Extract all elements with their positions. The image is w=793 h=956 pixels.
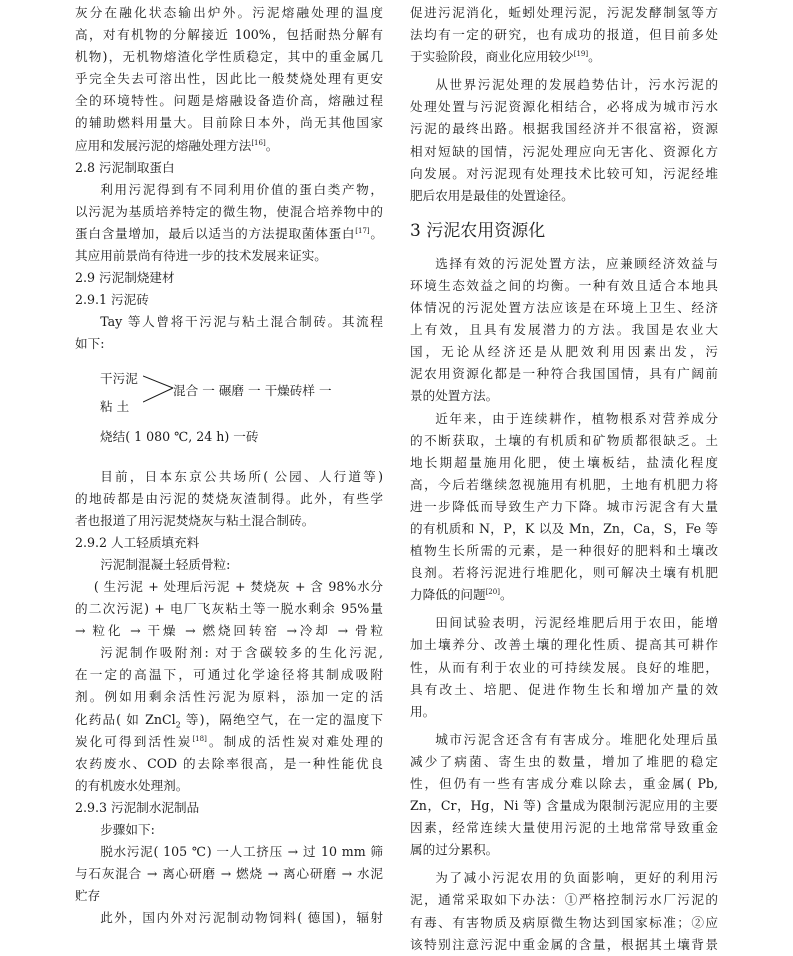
text-line: 的有机废水处理剂。 — [75, 777, 189, 793]
text-line: 用。 — [410, 703, 436, 719]
text-line: 上有效，且具有发展潜力的方法。我国是农业大 — [410, 322, 718, 338]
text-line: 相对短缺的国情，污泥处理应向无害化、资源化方 — [410, 143, 718, 159]
text-line: 体情况的污泥处置方法应该是在环境上卫生、经济 — [410, 300, 718, 316]
text-line: 的二次污泥) + 电厂飞灰粘土等一脱水剩余 95%量 — [75, 601, 383, 617]
citation: [16] — [251, 138, 266, 147]
text-line: 有毒、有害物质及病原微生物达到国家标准；②应 — [410, 914, 718, 930]
text-line: 的辅助燃料用量大。目前除日本外，尚无其他国家 — [75, 115, 383, 131]
text-line: 的不断获取，土壤的有机质和矿物质都很缺乏。土 — [410, 432, 718, 448]
text-line: 贮存 — [75, 888, 101, 904]
text-line: 其应用前景尚有待进一步的技术发展来证实。 — [75, 248, 327, 264]
text-line: 此外，国内外对污泥制动物饲料( 德国)，辐射 — [100, 910, 383, 926]
flow-main-steps: 混合 一 碾磨 一 干燥砖样 一 — [173, 382, 332, 398]
text-line: 性，但仍有一些有害成分难以除去，重金属( Pb, — [410, 776, 718, 791]
text-line: 促进污泥消化，蚯蚓处理污泥，污泥发酵制氢等方 — [410, 5, 718, 20]
text-line: 应用和发展污泥的熔融处理方法[16]。 — [75, 137, 279, 153]
section-heading-2-9-2: 2.9.2 人工轻质填充料 — [75, 534, 200, 550]
text-line: 植物生长所需的元素，是一种很好的肥料和土壤改 — [410, 543, 718, 559]
text-line: 农药废水、COD 的去除率很高，是一种性能优良 — [75, 755, 383, 771]
text-line: 为了减小污泥农用的负面影响，更好的利用污 — [435, 870, 718, 886]
text-line: 剂。例如用剩余活性污泥为原料，添加一定的活 — [75, 689, 383, 705]
text-line: 泥农用资源化都是一种符合我国国情，具有广阔前 — [410, 366, 718, 382]
section-heading-3: 3 污泥农用资源化 — [410, 220, 546, 241]
text-line: 炭化可得到活性炭[18]。制成的活性炭对难处理的 — [75, 733, 384, 749]
text-line: 目前，日本东京公共场所( 公园、人行道等) — [100, 468, 383, 484]
text-line: 脱水污泥( 105 ℃) 一人工挤压 → 过 10 mm 筛 — [100, 844, 383, 860]
citation: [17] — [355, 226, 370, 235]
text-line: 灰分在融化状态输出炉外。污泥熔融处理的温度 — [75, 5, 383, 20]
section-heading-2-8: 2.8 污泥制取蛋白 — [75, 159, 175, 175]
flow-firing-step: 烧结( 1 080 ℃, 24 h) 一砖 — [100, 428, 259, 444]
text-line: ( 生污泥 + 处理后污泥 + 焚烧灰 + 含 98%水分 — [93, 578, 383, 594]
text-line: 具有改土、培肥、促进作物生长和增加产量的效 — [410, 681, 718, 697]
left-column — [75, 0, 383, 929]
text-line: 污泥制作吸附剂: 对于含碳较多的生化污泥, — [100, 645, 383, 661]
citation: [18] — [192, 734, 207, 743]
flow-input-dry-sludge: 干污泥 — [100, 370, 138, 386]
text-line: 进一步降低而导致生产力下降。城市污泥含有大量 — [410, 498, 718, 514]
text-line: 近年来，由于连续耕作，植物根系对营养成分 — [435, 410, 718, 426]
text-line: 处理处置与污泥资源化相结合，必将成为城市污水 — [410, 99, 718, 115]
section-heading-2-9-3: 2.9.3 污泥制水泥制品 — [75, 799, 200, 815]
text-line: 选择有效的污泥处置方法，应兼顾经济效益与 — [435, 255, 718, 271]
brick-process-flowchart — [75, 356, 383, 466]
text-line: 泥，通常采取如下办法：①严格控制污水厂污泥的 — [410, 892, 718, 908]
text-line: 利用污泥得到有不同利用价值的蛋白类产物， — [100, 181, 383, 197]
citation: [19] — [573, 50, 589, 58]
text-line: 该特别注意污泥中重金属的含量，根据其土壤背景 — [410, 936, 718, 952]
text-line: 者也报道了用污泥焚烧灰与粘土混合制砖。 — [75, 512, 315, 528]
text-line: 如下: — [75, 336, 105, 352]
text-line: 步骤如下: — [100, 822, 155, 837]
text-line: 高，今后若继续忽视施用有机肥，土地有机肥力将 — [410, 476, 718, 492]
text-line: 向发展。对污泥现有处理技术比较可知，污泥经堆 — [410, 165, 718, 181]
text-line: 机物)，无机物熔渣化学性质稳定，其中的重金属几 — [75, 49, 383, 65]
text-line: 力降低的问题[20]。 — [410, 587, 513, 603]
text-line: 的地砖都是由污泥的焚烧灰渣制得。此外，有些学 — [75, 490, 383, 506]
text-line: 的有机质和 N，P，K 以及 Mn，Zn，Ca，S，Fe 等 — [410, 520, 718, 536]
text-line: 属的过分累积。 — [410, 842, 499, 858]
text-line: 化药品( 如 ZnCl$_2$ 等)，隔绝空气，在一定的温度下 — [75, 711, 383, 730]
text-line: 于实验阶段，商业化应用较少[19]。 — [410, 49, 601, 65]
right-column — [410, 0, 718, 956]
section-heading-2-9-1: 2.9.1 污泥砖 — [75, 292, 149, 308]
text-line: 与石灰混合 → 离心研磨 → 燃烧 → 离心研磨 → 水泥 — [75, 866, 383, 882]
text-line: 以污泥为基质培养特定的微生物，使混合培养物中的 — [75, 203, 383, 219]
text-line: 加土壤养分、改善土壤的理化性质、提高其可耕作 — [410, 637, 718, 653]
text-line: Zn，Cr，Hg，Ni 等) 含量成为限制污泥应用的主要 — [410, 798, 718, 814]
text-line: 地长期超量施用化肥，使土壤板结，盐渍化程度 — [410, 454, 718, 470]
text-line: 田间试验表明，污泥经堆肥后用于农田，能增 — [435, 615, 718, 631]
section-heading-2-9: 2.9 污泥制烧建材 — [75, 270, 175, 286]
text-line: 污泥制混凝土轻质骨粒: — [100, 556, 231, 572]
text-line: 良剂。若将污泥进行堆肥化，则可解决土壤有机肥 — [410, 565, 718, 581]
text-line: 全的环境特性。问题是熔融设备造价高，熔融过程 — [75, 93, 383, 109]
text-line: 减少了病菌、寄生虫的数量，增加了堆肥的稳定 — [410, 753, 718, 769]
citation: [20] — [485, 588, 500, 597]
text-line: 高，对有机物的分解接近 100%，包括耐热分解有 — [75, 27, 383, 43]
text-line: Tay 等人曾将干污泥与粘土混合制砖。其流程 — [100, 314, 383, 330]
text-line: 蛋白含量增加，最后以适当的方法提取菌体蛋白[17]。 — [75, 225, 384, 241]
text-line: 乎完全失去可溶出性，因此比一般焚烧处理有更安 — [75, 71, 383, 87]
flow-input-clay: 粘 土 — [100, 398, 130, 414]
text-line: 性，从而有利于农业的可持续发展。良好的堆肥， — [410, 659, 718, 675]
text-line: → 粒化 → 干燥 → 燃烧回转窑 →冷却 → 骨粒 — [75, 623, 383, 639]
text-line: 因素，经常连续大量使用污泥的土地常常导致重金 — [410, 820, 718, 836]
text-line: 城市污泥含还含有有害成分。堆肥化处理后虽 — [435, 731, 718, 747]
text-line: 景的处置方法。 — [410, 388, 499, 404]
text-line: 肥后农用是最佳的处置途径。 — [410, 187, 574, 203]
text-line: 环境生态效益之间的均衡。一种有效且适合本地具 — [410, 277, 718, 293]
text-line: 法均有一定的研究，也有成功的报道，但目前多处 — [410, 27, 718, 43]
text-line: 国，无论从经济还是从肥效利用因素出发，污 — [410, 344, 718, 360]
text-line: 从世界污泥处理的发展趋势估计，污水污泥的 — [435, 77, 718, 93]
text-line: 污泥的最终出路。根据我国经济并不很富裕，资源 — [410, 121, 718, 137]
text-line: 在一定的高温下，可通过化学途径将其制成吸附 — [75, 667, 383, 683]
